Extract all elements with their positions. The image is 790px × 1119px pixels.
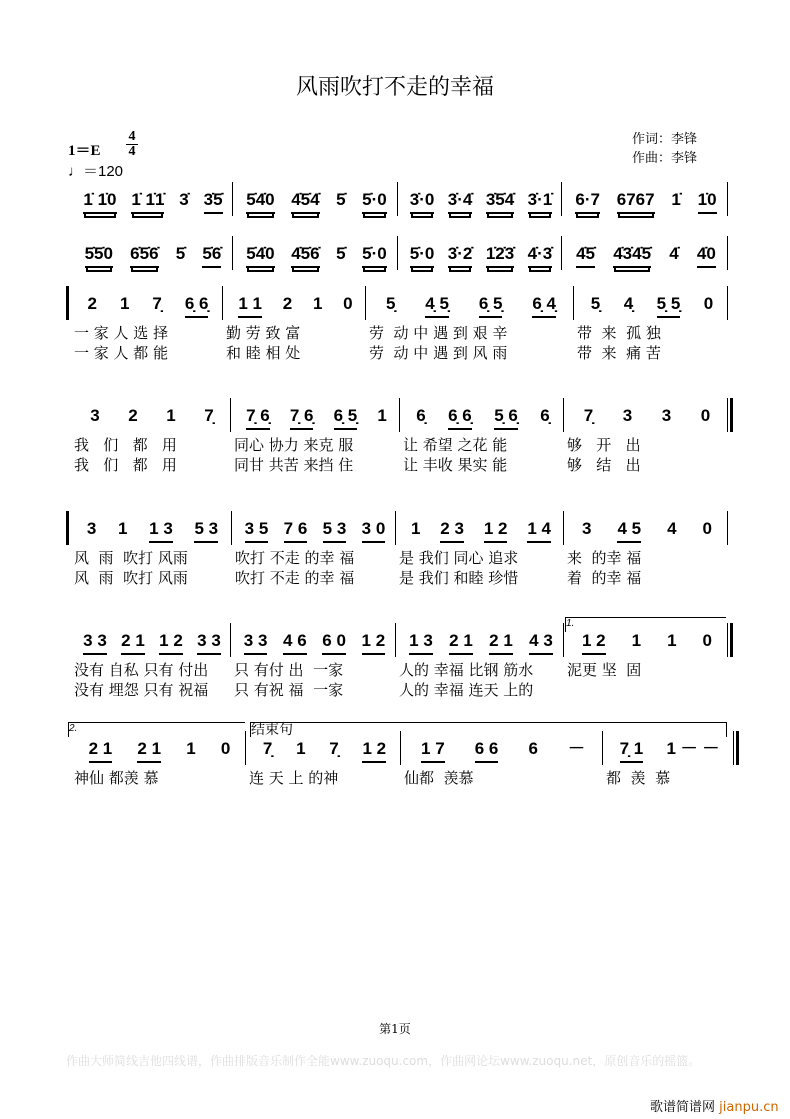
lyric-measure: 来 的幸 福 bbox=[567, 549, 642, 567]
measure bbox=[76, 188, 230, 222]
note-group: 0 bbox=[343, 294, 353, 313]
barline bbox=[727, 398, 728, 432]
note-group: 6̣ bbox=[540, 406, 550, 425]
note-group: 6̣ 6̣ bbox=[185, 292, 209, 318]
barline bbox=[399, 398, 400, 432]
note-group: 0 bbox=[220, 739, 231, 758]
lyric-measure: 一 家 人 选 择 bbox=[74, 324, 169, 342]
note-group: 3 bbox=[661, 406, 672, 425]
lyric-measure: 只 有祝 福 一家 bbox=[234, 681, 344, 699]
volta-1 bbox=[565, 617, 726, 632]
lyric-measure: 都 羡 慕 bbox=[606, 769, 671, 787]
note-group: 5̣ bbox=[385, 294, 396, 313]
lyric-measure: 是 我们 同心 追求 bbox=[399, 549, 519, 567]
note-group: 1 2 bbox=[582, 629, 606, 655]
lyric-line bbox=[70, 434, 730, 454]
composer-credit: 作曲：李锋 bbox=[632, 151, 698, 166]
barline bbox=[232, 236, 233, 270]
note-group: 3 bbox=[86, 519, 97, 538]
measure bbox=[236, 404, 397, 438]
measure bbox=[579, 292, 725, 326]
note-group: 5̣ 6̣ bbox=[494, 404, 518, 430]
lyric-measure: 让 希望 之花 能 bbox=[403, 436, 508, 454]
note-group: 1 7 bbox=[421, 737, 445, 763]
note-group: 5̇·0 bbox=[362, 242, 387, 268]
barline bbox=[727, 623, 728, 657]
note-group: 5̇6̇ bbox=[202, 242, 221, 268]
lyric-line bbox=[70, 767, 730, 787]
lyric-measure: 带 来 孤 独 bbox=[577, 324, 661, 342]
note-group: 3̇·4̇ bbox=[448, 188, 473, 214]
lyric-measure: 让 丰收 果实 能 bbox=[403, 456, 508, 474]
note-group: 1 3 bbox=[149, 517, 173, 543]
barline bbox=[727, 236, 728, 270]
lyric-line bbox=[70, 322, 730, 342]
lyric-line bbox=[70, 567, 730, 587]
barline bbox=[563, 623, 564, 657]
barline bbox=[395, 511, 396, 545]
notation-row bbox=[70, 242, 730, 276]
note-group: 4̇3̇4̇5̇ bbox=[613, 242, 651, 268]
barline bbox=[561, 182, 562, 216]
note-group: 6767 bbox=[617, 188, 655, 214]
note-group: 2 3 bbox=[440, 517, 464, 543]
note-group: 2 bbox=[128, 406, 138, 425]
note-group: 0 bbox=[700, 406, 711, 425]
volta-2 bbox=[68, 722, 245, 737]
lyric-measure: 劳 动 中 遇 到 风 雨 bbox=[369, 344, 508, 362]
lyric-measure: 够 结 出 bbox=[567, 456, 641, 474]
note-group: 4̇5̇6̇ bbox=[291, 242, 319, 268]
measure bbox=[237, 517, 393, 551]
repeat-start bbox=[66, 286, 69, 320]
lyric-line bbox=[70, 547, 730, 567]
note-group: 6̇5̇6̇ bbox=[130, 242, 158, 268]
note-group: 2 1 bbox=[137, 737, 161, 763]
logo-en: jianpu.cn bbox=[719, 1100, 779, 1115]
lyric-measure: 勤 劳 致 富 bbox=[226, 324, 301, 342]
lyric-measure: 神仙 都羡 慕 bbox=[74, 769, 159, 787]
lyric-measure: 同甘 共苦 来挡 住 bbox=[234, 456, 354, 474]
note-group: 7̣ 6̣ bbox=[290, 404, 314, 430]
note-group: 3 bbox=[581, 519, 592, 538]
note-group: 4̣ bbox=[623, 294, 634, 313]
note-group: 5 3 bbox=[194, 517, 218, 543]
volta-2-label: 2. bbox=[69, 723, 78, 734]
note-group: 4̇5̇4̇ bbox=[291, 188, 319, 214]
barline bbox=[561, 236, 562, 270]
note-group: 4̇·3̇ bbox=[528, 242, 553, 268]
note-group: 3 bbox=[90, 406, 100, 425]
barline bbox=[231, 511, 232, 545]
watermark: 作曲大师简线吉他四线谱，作曲排版音乐制作全能www.zuoqu.com，作曲网论坛www.zuoqu.net，原创音乐的摇篮。 bbox=[66, 1054, 701, 1068]
note-group: 1 4 bbox=[527, 517, 551, 543]
repeat-end bbox=[736, 731, 739, 765]
note-group: 4 5 bbox=[617, 517, 641, 543]
measure bbox=[76, 242, 230, 276]
measure bbox=[371, 292, 571, 326]
lyric-measure: 我 们 都 用 bbox=[74, 436, 177, 454]
note-group: 1 3 bbox=[409, 629, 433, 655]
barline bbox=[563, 511, 564, 545]
note-group: 3̇5̇ bbox=[204, 188, 223, 214]
note-group: 7̣ 6̣ bbox=[246, 404, 270, 430]
barline bbox=[727, 182, 728, 216]
note-group: 5̣ bbox=[590, 294, 601, 313]
note-group: 1 2 bbox=[484, 517, 508, 543]
lyric-measure: 吹打 不走 的幸 福 bbox=[235, 569, 355, 587]
note-group: 1 2 bbox=[159, 629, 183, 655]
barline bbox=[563, 398, 564, 432]
note-group: 3 3 bbox=[197, 629, 221, 655]
note-group: 1 2 bbox=[362, 629, 386, 655]
lyric-measure: 一 家 人 都 能 bbox=[74, 344, 169, 362]
site-logo bbox=[650, 1096, 779, 1115]
time-bottom: 4 bbox=[128, 144, 136, 159]
measure bbox=[405, 404, 561, 438]
measure bbox=[406, 737, 600, 771]
logo-cn: 歌谱简谱网 bbox=[650, 1100, 716, 1115]
note-group: 6 6 bbox=[475, 737, 499, 763]
note-group: 6̣ 4̣ bbox=[532, 292, 556, 318]
measure bbox=[251, 737, 398, 771]
page-number: 第1页 bbox=[379, 1022, 411, 1036]
ending-label: 结束句 bbox=[251, 721, 293, 737]
barline bbox=[245, 731, 246, 765]
barline bbox=[733, 731, 734, 765]
lyric-measure: 只 有付 出 一家 bbox=[234, 661, 344, 679]
barline bbox=[573, 286, 574, 320]
lyric-measure: 着 的幸 福 bbox=[567, 569, 642, 587]
note-group: － bbox=[567, 739, 585, 758]
lyric-measure: 人的 幸福 比钢 筋水 bbox=[399, 661, 534, 679]
notation-row bbox=[70, 404, 730, 438]
lyric-measure: 同心 协力 来克 服 bbox=[234, 436, 354, 454]
note-group: 7̣ bbox=[262, 739, 273, 758]
note-group: 3̇5̇4̇ bbox=[486, 188, 514, 214]
lyric-measure: 我 们 都 用 bbox=[74, 456, 177, 474]
measure bbox=[76, 517, 229, 551]
barline bbox=[232, 182, 233, 216]
lyric-measure: 人的 幸福 连天 上的 bbox=[399, 681, 534, 699]
measure bbox=[403, 242, 559, 276]
note-group: 1 bbox=[119, 294, 130, 313]
note-group: 4̇0 bbox=[697, 242, 716, 268]
note-group: 5̇ bbox=[336, 190, 346, 209]
lyric-measure: 没有 自私 只有 付出 bbox=[74, 661, 209, 679]
note-group: 5̇·0 bbox=[410, 242, 435, 268]
note-group: 3̇ bbox=[179, 190, 189, 209]
measure bbox=[76, 629, 228, 663]
measure bbox=[228, 292, 363, 326]
note-group: 5̇ bbox=[336, 244, 346, 263]
measure bbox=[569, 404, 725, 438]
note-group: 7̣ bbox=[583, 406, 594, 425]
note-group: 5̇4̇0 bbox=[246, 188, 274, 214]
measure bbox=[238, 188, 395, 222]
note-group: 6 bbox=[528, 739, 538, 758]
note-group: 5 3 bbox=[323, 517, 347, 543]
lyric-line bbox=[70, 659, 730, 679]
note-group: 7̣ bbox=[329, 739, 339, 758]
note-group: 1̇ 1̇0 bbox=[83, 188, 116, 214]
lyric-measure: 没有 埋怨 只有 祝福 bbox=[74, 681, 209, 699]
lyric-line bbox=[70, 679, 730, 699]
notation-row bbox=[70, 629, 730, 663]
note-group: 1̇0 bbox=[698, 188, 717, 214]
measure bbox=[401, 517, 561, 551]
note-group: 2 bbox=[87, 294, 97, 313]
note-group: 5̇·0 bbox=[362, 188, 387, 214]
note-group: 6̣ 6̣ bbox=[448, 404, 472, 430]
note-group: 7 6 bbox=[284, 517, 308, 543]
note-group: 6·7 bbox=[575, 188, 600, 214]
note-group: 1 bbox=[312, 294, 323, 313]
note-group: 1 1 bbox=[238, 292, 262, 318]
barline bbox=[397, 236, 398, 270]
song-title: 风雨吹打不走的幸福 bbox=[295, 75, 494, 100]
lyric-measure: 风 雨 吹打 风雨 bbox=[74, 549, 188, 567]
barline bbox=[230, 623, 231, 657]
measure bbox=[238, 242, 395, 276]
note-group: 1 bbox=[410, 519, 421, 538]
note-group: 0 bbox=[702, 631, 712, 650]
measure bbox=[236, 629, 393, 663]
lyric-measure: 泥更 坚 固 bbox=[567, 661, 642, 679]
lyric-line bbox=[70, 454, 730, 474]
note-group: 2 1 bbox=[449, 629, 473, 655]
measure bbox=[608, 737, 731, 771]
note-group: 6̣ 5̣ bbox=[334, 404, 358, 430]
note-group: 3̇·1̇ bbox=[528, 188, 553, 214]
note-group: 3̇·0 bbox=[410, 188, 435, 214]
repeat-end bbox=[730, 398, 733, 432]
note-group: 2 1 bbox=[89, 737, 113, 763]
note-group: 1 bbox=[296, 739, 306, 758]
note-group: 2 1 bbox=[121, 629, 145, 655]
measure bbox=[567, 242, 725, 276]
time-signature bbox=[126, 130, 138, 159]
note-group: 5̇ bbox=[175, 244, 186, 263]
note-group: 1 bbox=[186, 739, 196, 758]
notation-row bbox=[70, 517, 730, 551]
note-group: 4̇5̇ bbox=[576, 242, 595, 268]
lyric-measure: 吹打 不走 的幸 福 bbox=[235, 549, 355, 567]
note-group: 1̇2̇3̇ bbox=[486, 242, 514, 268]
note-group: 6̣ bbox=[416, 406, 426, 425]
lyricist-credit: 作词：李锋 bbox=[632, 132, 698, 147]
measure bbox=[569, 629, 725, 663]
time-top: 4 bbox=[128, 129, 136, 144]
note-group: 1 bbox=[667, 631, 677, 650]
lyric-measure: 够 开 出 bbox=[567, 436, 641, 454]
note-group: 4 bbox=[667, 519, 677, 538]
note-group: 5̣ 5̣ bbox=[657, 292, 681, 318]
lyric-measure: 和 睦 相 处 bbox=[226, 344, 301, 362]
note-group: 3̇·2̇ bbox=[448, 242, 473, 268]
note-group: 1̇ bbox=[671, 190, 681, 209]
barline bbox=[727, 511, 728, 545]
note-group: 5̇4̇0 bbox=[246, 242, 274, 268]
barline bbox=[230, 398, 231, 432]
barline bbox=[397, 182, 398, 216]
lyric-measure: 带 来 痛 苦 bbox=[577, 344, 661, 362]
note-group: 7̣ bbox=[152, 294, 162, 313]
note-group: 4̣ 5̣ bbox=[425, 292, 449, 318]
note-group: 6 0 bbox=[322, 629, 346, 655]
lyric-measure: 风 雨 吹打 风雨 bbox=[74, 569, 188, 587]
note-group: 4̇ bbox=[669, 244, 679, 263]
note-group: 1 bbox=[118, 519, 128, 538]
note-group: 1 bbox=[631, 631, 642, 650]
tempo-marking: ♩＝120 bbox=[68, 163, 124, 180]
note-group: 3 5 bbox=[245, 517, 269, 543]
note-group: 3 3 bbox=[244, 629, 268, 655]
measure bbox=[76, 737, 243, 771]
note-group: 1 bbox=[166, 406, 176, 425]
note-group: 2 bbox=[282, 294, 293, 313]
note-group: 4 3 bbox=[529, 629, 553, 655]
lyric-measure: 劳 动 中 遇 到 艰 辛 bbox=[369, 324, 508, 342]
notation-row bbox=[70, 737, 730, 771]
note-group: 1 － － bbox=[666, 739, 720, 758]
ending-bracket bbox=[250, 722, 727, 737]
note-group: 1 2 bbox=[362, 737, 386, 763]
lyric-line bbox=[70, 342, 730, 362]
repeat-start bbox=[66, 511, 69, 545]
note-group: 3 0 bbox=[362, 517, 386, 543]
notation-row bbox=[70, 188, 730, 222]
note-group: 3 bbox=[622, 406, 633, 425]
key-signature: 1＝E bbox=[68, 143, 101, 159]
note-group: 1 bbox=[377, 406, 387, 425]
repeat-end bbox=[730, 623, 733, 657]
note-group: 0 bbox=[702, 519, 712, 538]
note-group: 7̣ bbox=[204, 406, 214, 425]
note-group: 7̣ 1 bbox=[620, 737, 644, 763]
note-group: 0 bbox=[703, 294, 714, 313]
measure bbox=[569, 517, 725, 551]
volta-1-label: 1. bbox=[566, 618, 575, 629]
measure bbox=[401, 629, 561, 663]
lyric-measure: 是 我们 和睦 珍惜 bbox=[399, 569, 519, 587]
note-group: 4 6 bbox=[283, 629, 307, 655]
note-group: 6̣ 5̣ bbox=[479, 292, 503, 318]
barline bbox=[395, 623, 396, 657]
note-group: 1̇ 1̇1̇ bbox=[131, 188, 164, 214]
lyric-measure: 仙都 羡慕 bbox=[404, 769, 474, 787]
measure bbox=[76, 404, 228, 438]
barline bbox=[727, 286, 728, 320]
note-group: 3 3 bbox=[83, 629, 107, 655]
barline bbox=[222, 286, 223, 320]
note-group: 2 1 bbox=[489, 629, 513, 655]
barline bbox=[365, 286, 366, 320]
measure bbox=[567, 188, 725, 222]
notation-row bbox=[70, 292, 730, 326]
measure bbox=[76, 292, 220, 326]
lyric-measure: 连 天 上 的神 bbox=[249, 769, 339, 787]
note-group: 5̇5̇0 bbox=[85, 242, 113, 268]
measure bbox=[403, 188, 559, 222]
